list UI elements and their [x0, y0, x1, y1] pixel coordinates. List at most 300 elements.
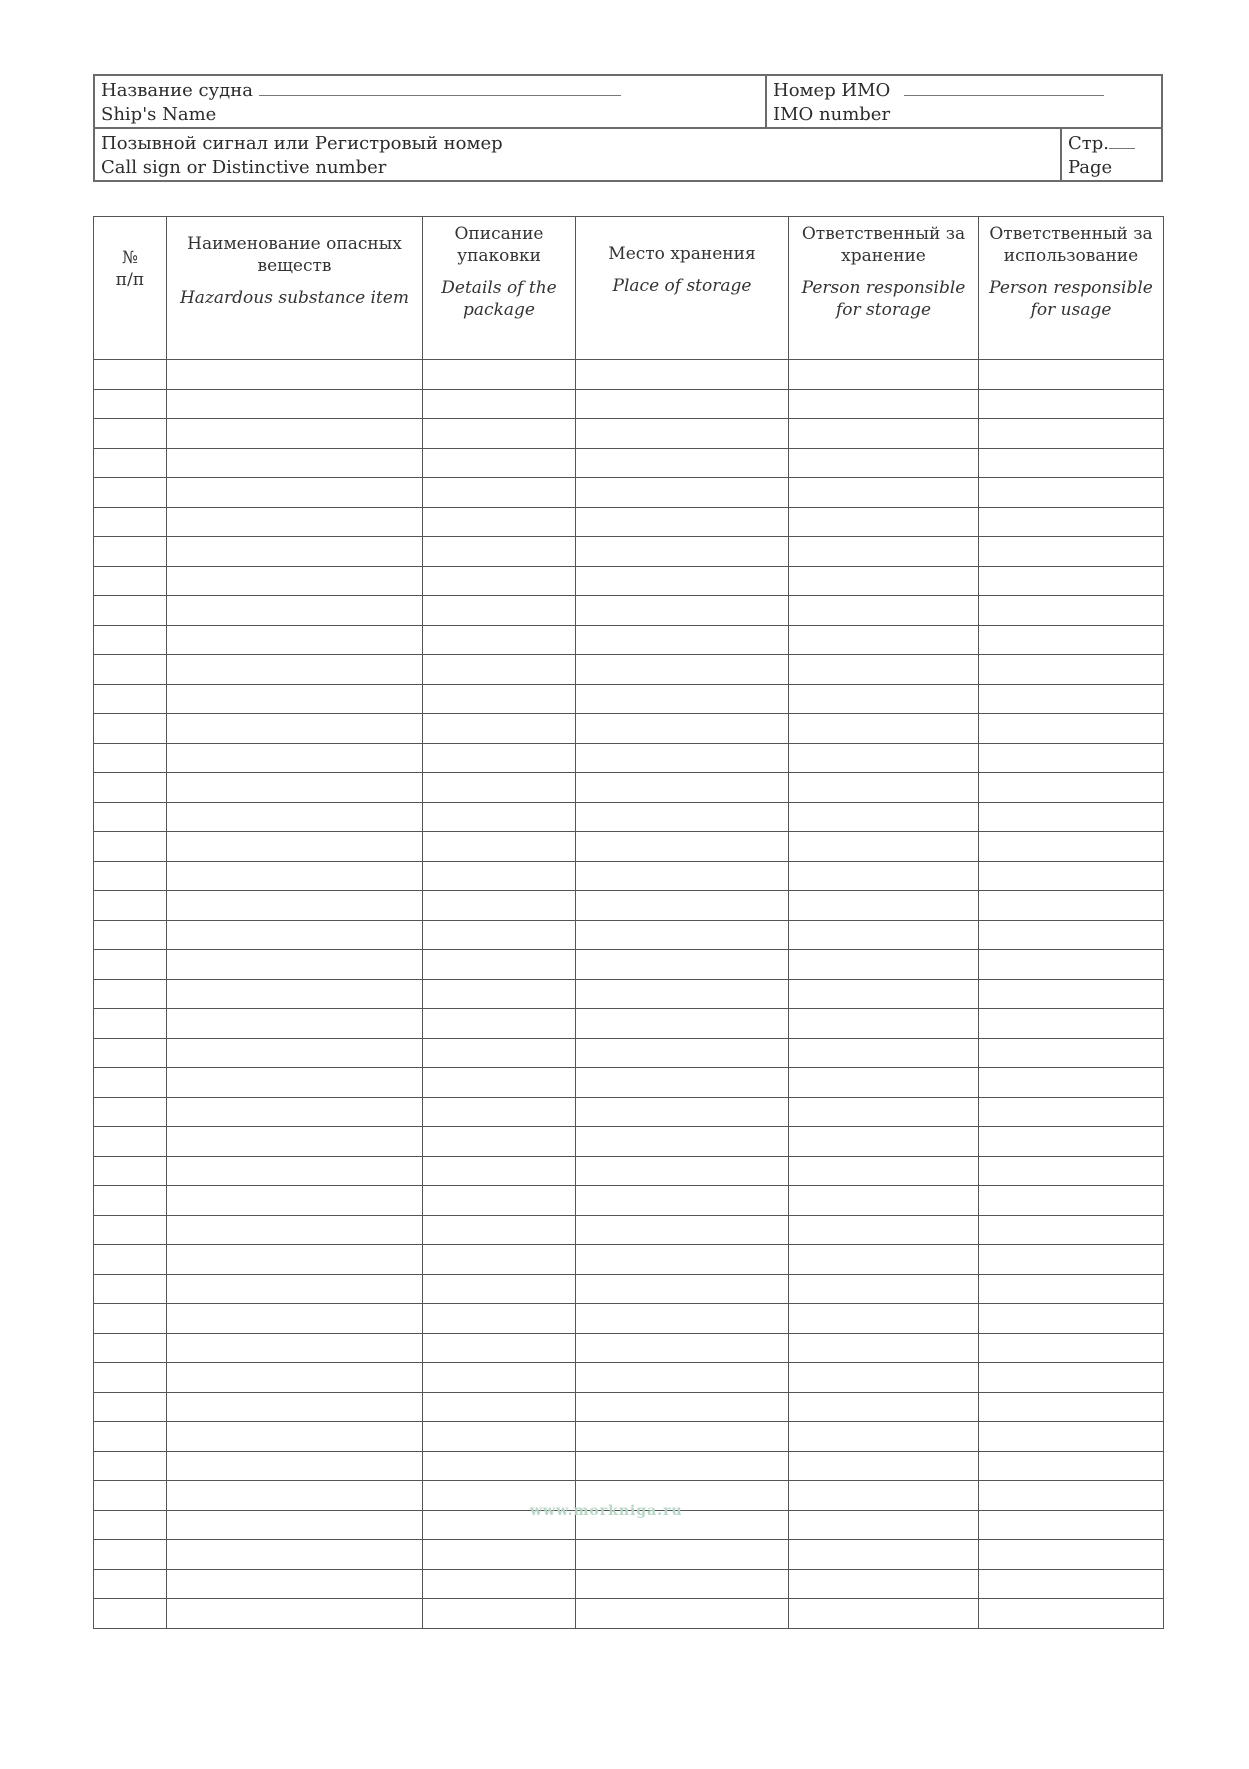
- callsign-cell[interactable]: [95, 129, 1062, 180]
- table-cell[interactable]: [979, 1333, 1164, 1363]
- table-cell[interactable]: [979, 1038, 1164, 1068]
- table-cell[interactable]: [789, 1510, 979, 1540]
- table-cell[interactable]: [789, 1481, 979, 1511]
- table-cell[interactable]: [94, 773, 167, 803]
- table-cell[interactable]: [979, 1245, 1164, 1275]
- imo-label-ru: Номер ИМО: [773, 80, 891, 101]
- table-cell[interactable]: [167, 625, 423, 655]
- table-cell[interactable]: [94, 478, 167, 508]
- table-cell[interactable]: [167, 1156, 423, 1186]
- table-cell[interactable]: [167, 1333, 423, 1363]
- table-cell[interactable]: [423, 1009, 576, 1039]
- table-cell[interactable]: [789, 1363, 979, 1393]
- table-cell[interactable]: [979, 1392, 1164, 1422]
- table-cell[interactable]: [423, 1156, 576, 1186]
- table-cell[interactable]: [789, 1186, 979, 1216]
- col-number-header: [94, 217, 167, 360]
- table-cell[interactable]: [167, 478, 423, 508]
- table-cell[interactable]: [94, 1068, 167, 1098]
- table-cell[interactable]: [576, 832, 789, 862]
- table-cell[interactable]: [789, 537, 979, 567]
- table-cell[interactable]: [94, 1333, 167, 1363]
- table-cell[interactable]: [423, 507, 576, 537]
- table-cell[interactable]: [576, 979, 789, 1009]
- table-cell[interactable]: [789, 1422, 979, 1452]
- table-cell[interactable]: [167, 1097, 423, 1127]
- table-cell[interactable]: [576, 1127, 789, 1157]
- table-cell[interactable]: [979, 360, 1164, 390]
- table-cell[interactable]: [576, 1215, 789, 1245]
- table-cell[interactable]: [423, 389, 576, 419]
- table-cell[interactable]: [979, 1599, 1164, 1629]
- ship-name-label-ru: Название судна: [101, 80, 253, 101]
- table-cell[interactable]: [94, 625, 167, 655]
- table-cell[interactable]: [167, 448, 423, 478]
- table-cell[interactable]: [94, 419, 167, 449]
- table-cell[interactable]: [979, 891, 1164, 921]
- table-cell[interactable]: [979, 1215, 1164, 1245]
- table-row: [94, 625, 1164, 655]
- table-cell[interactable]: [576, 655, 789, 685]
- table-cell[interactable]: [576, 743, 789, 773]
- table-cell[interactable]: [167, 1186, 423, 1216]
- table-cell[interactable]: [423, 655, 576, 685]
- table-cell[interactable]: [576, 448, 789, 478]
- table-row: [94, 714, 1164, 744]
- table-cell[interactable]: [423, 1186, 576, 1216]
- table-cell[interactable]: [167, 714, 423, 744]
- page-blank[interactable]: [1109, 134, 1135, 149]
- table-cell[interactable]: [167, 1274, 423, 1304]
- table-cell[interactable]: [576, 1333, 789, 1363]
- table-cell[interactable]: [423, 1392, 576, 1422]
- col-usage-person-ru: Ответственный за использование: [989, 224, 1153, 266]
- table-cell[interactable]: [94, 1156, 167, 1186]
- table-cell[interactable]: [789, 891, 979, 921]
- table-cell[interactable]: [167, 566, 423, 596]
- table-cell[interactable]: [576, 1245, 789, 1275]
- table-cell[interactable]: [576, 596, 789, 626]
- table-cell[interactable]: [576, 419, 789, 449]
- table-cell[interactable]: [789, 979, 979, 1009]
- table-cell[interactable]: [979, 537, 1164, 567]
- table-row: [94, 1540, 1164, 1570]
- table-cell[interactable]: [576, 478, 789, 508]
- table-cell[interactable]: [94, 1097, 167, 1127]
- imo-blank[interactable]: [904, 81, 1104, 96]
- table-row: [94, 920, 1164, 950]
- table-cell[interactable]: [423, 1068, 576, 1098]
- table-cell[interactable]: [789, 478, 979, 508]
- table-cell[interactable]: [789, 448, 979, 478]
- table-cell[interactable]: [789, 625, 979, 655]
- table-cell[interactable]: [789, 1215, 979, 1245]
- table-cell[interactable]: [789, 1304, 979, 1334]
- table-cell[interactable]: [167, 537, 423, 567]
- table-cell[interactable]: [979, 1127, 1164, 1157]
- table-row: [94, 802, 1164, 832]
- page-cell[interactable]: [1062, 129, 1161, 180]
- table-cell[interactable]: [576, 1363, 789, 1393]
- table-cell[interactable]: [576, 950, 789, 980]
- table-cell[interactable]: [94, 1392, 167, 1422]
- table-cell[interactable]: [423, 1599, 576, 1629]
- table-cell[interactable]: [94, 832, 167, 862]
- table-cell[interactable]: [94, 507, 167, 537]
- table-cell[interactable]: [423, 1304, 576, 1334]
- table-cell[interactable]: [423, 802, 576, 832]
- table-cell[interactable]: [167, 802, 423, 832]
- table-cell[interactable]: [979, 507, 1164, 537]
- table-cell[interactable]: [576, 1156, 789, 1186]
- watermark: www.morkniga.ru: [530, 1503, 683, 1519]
- table-cell[interactable]: [167, 1215, 423, 1245]
- table-cell[interactable]: [94, 566, 167, 596]
- table-cell[interactable]: [576, 1540, 789, 1570]
- table-cell[interactable]: [979, 1009, 1164, 1039]
- col-storage-place-en: Place of storage: [612, 276, 752, 296]
- col-storage-place-header: [576, 217, 789, 360]
- table-cell[interactable]: [576, 1068, 789, 1098]
- table-cell[interactable]: [94, 1569, 167, 1599]
- table-cell[interactable]: [94, 1304, 167, 1334]
- table-cell[interactable]: [423, 448, 576, 478]
- table-cell[interactable]: [423, 1215, 576, 1245]
- table-cell[interactable]: [576, 684, 789, 714]
- table-cell[interactable]: [423, 1363, 576, 1393]
- table-cell[interactable]: [167, 1422, 423, 1452]
- table-row: [94, 1392, 1164, 1422]
- table-cell[interactable]: [94, 743, 167, 773]
- table-cell[interactable]: [576, 566, 789, 596]
- table-cell[interactable]: [167, 979, 423, 1009]
- table-cell[interactable]: [789, 1156, 979, 1186]
- table-cell[interactable]: [576, 537, 789, 567]
- table-cell[interactable]: [94, 1481, 167, 1511]
- table-cell[interactable]: [423, 1451, 576, 1481]
- table-cell[interactable]: [979, 1304, 1164, 1334]
- table-cell[interactable]: [167, 360, 423, 390]
- table-cell[interactable]: [423, 537, 576, 567]
- table-cell[interactable]: [94, 1599, 167, 1629]
- table-cell[interactable]: [979, 1274, 1164, 1304]
- table-cell[interactable]: [423, 832, 576, 862]
- table-cell[interactable]: [167, 1245, 423, 1275]
- table-cell[interactable]: [167, 1540, 423, 1570]
- table-cell[interactable]: [789, 507, 979, 537]
- table-cell[interactable]: [167, 1363, 423, 1393]
- table-row: [94, 448, 1164, 478]
- table-cell[interactable]: [167, 1304, 423, 1334]
- table-row: [94, 773, 1164, 803]
- table-cell[interactable]: [789, 655, 979, 685]
- table-cell[interactable]: [576, 360, 789, 390]
- table-cell[interactable]: [423, 566, 576, 596]
- table-cell[interactable]: [167, 1599, 423, 1629]
- table-cell[interactable]: [94, 1422, 167, 1452]
- table-cell[interactable]: [167, 655, 423, 685]
- table-cell[interactable]: [979, 1363, 1164, 1393]
- table-row: [94, 1245, 1164, 1275]
- table-cell[interactable]: [167, 950, 423, 980]
- table-cell[interactable]: [167, 1481, 423, 1511]
- table-row: [94, 1569, 1164, 1599]
- table-cell[interactable]: [576, 714, 789, 744]
- table-cell[interactable]: [423, 684, 576, 714]
- table-row: [94, 1068, 1164, 1098]
- table-cell[interactable]: [979, 773, 1164, 803]
- table-cell[interactable]: [423, 1245, 576, 1275]
- table-row: [94, 1599, 1164, 1629]
- table-cell[interactable]: [94, 1451, 167, 1481]
- col-package-en: Details of the package: [441, 278, 557, 320]
- table-cell[interactable]: [94, 979, 167, 1009]
- table-cell[interactable]: [979, 1097, 1164, 1127]
- table-cell[interactable]: [423, 861, 576, 891]
- table-cell[interactable]: [167, 891, 423, 921]
- table-cell[interactable]: [979, 714, 1164, 744]
- table-cell[interactable]: [423, 920, 576, 950]
- table-cell[interactable]: [789, 773, 979, 803]
- table-cell[interactable]: [423, 891, 576, 921]
- table-cell[interactable]: [979, 1510, 1164, 1540]
- col-substance-ru: Наименование опасных веществ: [187, 234, 402, 276]
- table-row: [94, 1422, 1164, 1452]
- table-cell[interactable]: [576, 1569, 789, 1599]
- table-cell[interactable]: [979, 478, 1164, 508]
- callsign-label-ru: Позывной сигнал или Регистровый номер: [101, 133, 503, 154]
- col-substance-header: [167, 217, 423, 360]
- table-cell[interactable]: [789, 1038, 979, 1068]
- table-cell[interactable]: [94, 448, 167, 478]
- ship-name-blank[interactable]: [259, 81, 621, 96]
- table-cell[interactable]: [789, 1392, 979, 1422]
- table-cell[interactable]: [167, 743, 423, 773]
- imo-number-cell[interactable]: [767, 76, 1161, 127]
- table-cell[interactable]: [979, 950, 1164, 980]
- table-cell[interactable]: [423, 625, 576, 655]
- col-storage-person-ru: Ответственный за хранение: [801, 224, 966, 266]
- table-cell[interactable]: [576, 1304, 789, 1334]
- table-cell[interactable]: [979, 625, 1164, 655]
- table-cell[interactable]: [789, 389, 979, 419]
- table-cell[interactable]: [789, 1274, 979, 1304]
- col-usage-person-header: [979, 217, 1164, 360]
- table-cell[interactable]: [94, 1038, 167, 1068]
- table-cell[interactable]: [167, 507, 423, 537]
- table-cell[interactable]: [789, 596, 979, 626]
- table-cell[interactable]: [167, 1127, 423, 1157]
- table-cell[interactable]: [576, 891, 789, 921]
- table-cell[interactable]: [576, 1392, 789, 1422]
- table-cell[interactable]: [423, 1097, 576, 1127]
- table-cell[interactable]: [94, 596, 167, 626]
- table-cell[interactable]: [167, 596, 423, 626]
- col-number-label: № п/п: [115, 248, 145, 290]
- table-cell[interactable]: [576, 1009, 789, 1039]
- table-cell[interactable]: [576, 1097, 789, 1127]
- table-cell[interactable]: [423, 596, 576, 626]
- table-cell[interactable]: [789, 832, 979, 862]
- table-cell[interactable]: [979, 448, 1164, 478]
- table-cell[interactable]: [167, 773, 423, 803]
- table-row: [94, 979, 1164, 1009]
- table-cell[interactable]: [423, 773, 576, 803]
- table-cell[interactable]: [423, 1540, 576, 1570]
- table-cell[interactable]: [789, 802, 979, 832]
- table-cell[interactable]: [94, 1274, 167, 1304]
- table-cell[interactable]: [167, 832, 423, 862]
- table-cell[interactable]: [979, 1422, 1164, 1452]
- table-cell[interactable]: [789, 1009, 979, 1039]
- table-cell[interactable]: [423, 1422, 576, 1452]
- table-cell[interactable]: [167, 1009, 423, 1039]
- table-cell[interactable]: [423, 1333, 576, 1363]
- table-cell[interactable]: [94, 1540, 167, 1570]
- table-cell[interactable]: [979, 861, 1164, 891]
- table-cell[interactable]: [789, 1333, 979, 1363]
- table-cell[interactable]: [576, 1599, 789, 1629]
- table-cell[interactable]: [979, 1186, 1164, 1216]
- table-cell[interactable]: [94, 920, 167, 950]
- table-cell[interactable]: [789, 714, 979, 744]
- table-row: [94, 1274, 1164, 1304]
- table-cell[interactable]: [423, 478, 576, 508]
- table-cell[interactable]: [576, 625, 789, 655]
- table-row: [94, 566, 1164, 596]
- table-cell[interactable]: [423, 419, 576, 449]
- table-cell[interactable]: [979, 389, 1164, 419]
- table-cell[interactable]: [423, 743, 576, 773]
- table-cell[interactable]: [94, 861, 167, 891]
- table-cell[interactable]: [576, 507, 789, 537]
- table-cell[interactable]: [576, 1422, 789, 1452]
- table-cell[interactable]: [167, 419, 423, 449]
- table-cell[interactable]: [576, 920, 789, 950]
- table-cell[interactable]: [789, 684, 979, 714]
- table-cell[interactable]: [789, 1245, 979, 1275]
- table-cell[interactable]: [94, 714, 167, 744]
- table-cell[interactable]: [94, 891, 167, 921]
- table-cell[interactable]: [789, 920, 979, 950]
- table-cell[interactable]: [576, 389, 789, 419]
- table-cell[interactable]: [979, 979, 1164, 1009]
- table-cell[interactable]: [423, 1569, 576, 1599]
- table-cell[interactable]: [576, 773, 789, 803]
- table-cell[interactable]: [167, 1068, 423, 1098]
- table-cell[interactable]: [423, 360, 576, 390]
- table-cell[interactable]: [167, 1038, 423, 1068]
- table-cell[interactable]: [576, 1038, 789, 1068]
- table-row: [94, 596, 1164, 626]
- table-cell[interactable]: [979, 1481, 1164, 1511]
- table-cell[interactable]: [423, 950, 576, 980]
- table-cell[interactable]: [789, 1127, 979, 1157]
- table-cell[interactable]: [576, 802, 789, 832]
- table-cell[interactable]: [576, 1451, 789, 1481]
- table-cell[interactable]: [979, 655, 1164, 685]
- table-cell[interactable]: [167, 920, 423, 950]
- table-cell[interactable]: [167, 1451, 423, 1481]
- table-cell[interactable]: [979, 802, 1164, 832]
- table-cell[interactable]: [94, 1245, 167, 1275]
- table-cell[interactable]: [979, 1068, 1164, 1098]
- table-cell[interactable]: [94, 802, 167, 832]
- table-cell[interactable]: [979, 684, 1164, 714]
- callsign-label-en: Call sign or Distinctive number: [101, 157, 387, 178]
- table-cell[interactable]: [94, 360, 167, 390]
- hazardous-substances-table: [93, 216, 1164, 1629]
- table-cell[interactable]: [94, 537, 167, 567]
- table-cell[interactable]: [167, 1392, 423, 1422]
- table-cell[interactable]: [94, 684, 167, 714]
- table-cell[interactable]: [789, 743, 979, 773]
- table-cell[interactable]: [979, 1451, 1164, 1481]
- table-cell[interactable]: [789, 1540, 979, 1570]
- table-cell[interactable]: [789, 1097, 979, 1127]
- table-cell[interactable]: [423, 979, 576, 1009]
- table-cell[interactable]: [94, 1510, 167, 1540]
- table-cell[interactable]: [789, 950, 979, 980]
- table-cell[interactable]: [979, 1156, 1164, 1186]
- table-cell[interactable]: [789, 1599, 979, 1629]
- table-cell[interactable]: [789, 360, 979, 390]
- table-cell[interactable]: [94, 1363, 167, 1393]
- table-cell[interactable]: [423, 1038, 576, 1068]
- table-row: [94, 1363, 1164, 1393]
- table-cell[interactable]: [979, 566, 1164, 596]
- table-cell[interactable]: [576, 861, 789, 891]
- table-cell[interactable]: [423, 1127, 576, 1157]
- table-cell[interactable]: [94, 1127, 167, 1157]
- table-cell[interactable]: [94, 1215, 167, 1245]
- table-cell[interactable]: [94, 950, 167, 980]
- table-cell[interactable]: [576, 1186, 789, 1216]
- table-row: [94, 360, 1164, 390]
- table-cell[interactable]: [979, 596, 1164, 626]
- table-cell[interactable]: [423, 714, 576, 744]
- ship-name-cell[interactable]: [95, 76, 767, 127]
- table-cell[interactable]: [94, 389, 167, 419]
- table-cell[interactable]: [979, 1569, 1164, 1599]
- table-cell[interactable]: [94, 1186, 167, 1216]
- table-cell[interactable]: [789, 1451, 979, 1481]
- imo-label-en: IMO number: [773, 104, 891, 125]
- table-cell[interactable]: [423, 1274, 576, 1304]
- table-cell[interactable]: [979, 832, 1164, 862]
- table-header-row: [94, 217, 1164, 360]
- page-label-ru: Стр.: [1068, 133, 1109, 154]
- table-cell[interactable]: [979, 1540, 1164, 1570]
- table-cell[interactable]: [167, 1569, 423, 1599]
- table-cell[interactable]: [979, 920, 1164, 950]
- table-cell[interactable]: [789, 861, 979, 891]
- table-cell[interactable]: [576, 1274, 789, 1304]
- table-cell[interactable]: [94, 1009, 167, 1039]
- table-cell[interactable]: [789, 1068, 979, 1098]
- table-row: [94, 1215, 1164, 1245]
- table-cell[interactable]: [94, 655, 167, 685]
- table-cell[interactable]: [789, 566, 979, 596]
- table-cell[interactable]: [167, 1510, 423, 1540]
- table-cell[interactable]: [979, 743, 1164, 773]
- table-cell[interactable]: [789, 419, 979, 449]
- table-cell[interactable]: [979, 419, 1164, 449]
- table-cell[interactable]: [167, 861, 423, 891]
- table-cell[interactable]: [789, 1569, 979, 1599]
- table-cell[interactable]: [167, 684, 423, 714]
- table-cell[interactable]: [167, 389, 423, 419]
